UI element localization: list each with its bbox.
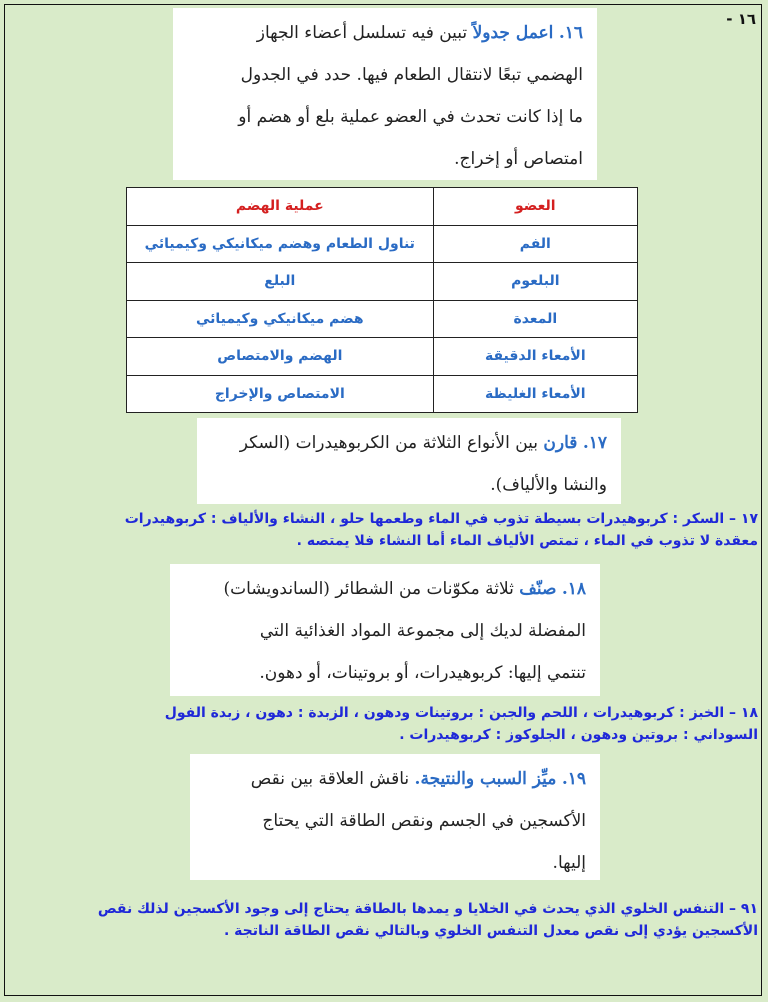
table-cell-process: البلع	[127, 263, 434, 301]
answer-17	[26, 508, 758, 552]
question-18-line-1	[184, 568, 586, 610]
question-17-verb: قارن	[543, 433, 578, 453]
question-19-line-3: إليها.	[552, 853, 586, 873]
table-cell-process: تناول الطعام وهضم ميكانيكي وكيميائي	[127, 225, 434, 263]
question-19-text: ناقش العلاقة بين نقص	[250, 769, 410, 789]
question-18-line-3: تنتمي إليها: كربوهيدرات، أو بروتينات، أو دهون.	[259, 663, 586, 683]
question-16-number: ١٦.	[558, 23, 583, 43]
table-row	[127, 300, 638, 338]
question-18-text: ثلاثة مكوّنات من الشطائر (الساندويشات)	[223, 579, 514, 599]
table-row	[127, 338, 638, 376]
table-header-process: عملية الهضم	[127, 188, 434, 226]
answer-19	[26, 898, 758, 942]
question-16-line-3: ما إذا كانت تحدث في العضو عملية بلع أو هضم أو	[238, 107, 583, 127]
answer-18-line-2: السوداني : بروتين ودهون ، الجلوكوز : كربوهيدرات .	[399, 727, 758, 743]
question-17-line-2: والنشا والألياف).	[490, 475, 607, 495]
answer-17-line-2: معقدة لا تذوب في الماء ، تمتص الألياف الماء أما النشاء فلا يمتصه .	[296, 533, 758, 549]
table-cell-organ: الأمعاء الغليظة	[433, 375, 637, 413]
table-header-organ: العضو	[433, 188, 637, 226]
answer-18-line-1: ١٨ – الخبز : كربوهيدرات ، اللحم والجبن : بروتينات ودهون ، الزبدة : دهون ، زبدة الفول	[164, 705, 758, 721]
question-19-box	[190, 754, 600, 880]
question-16-verb: اعمل جدولاً	[472, 23, 554, 43]
table-cell-organ: الفم	[433, 225, 637, 263]
table-row	[127, 375, 638, 413]
question-19-number: ١٩.	[561, 769, 586, 789]
question-16-line-1	[187, 12, 583, 54]
question-19-verb: ميِّز السبب والنتيجة.	[414, 769, 557, 789]
question-17-line-1	[211, 422, 607, 464]
answer-19-line-2: الأكسجين يؤدي إلى نقص معدل التنفس الخلوي وبالتالي نقص الطاقة الناتجة .	[223, 923, 758, 939]
table-cell-organ: المعدة	[433, 300, 637, 338]
question-16-line-4: امتصاص أو إخراج.	[454, 149, 583, 169]
table-cell-process: هضم ميكانيكي وكيميائي	[127, 300, 434, 338]
answer-18	[26, 702, 758, 746]
question-17-text: بين الأنواع الثلاثة من الكربوهيدرات (السكر	[239, 433, 538, 453]
question-18-line-2: المفضلة لديك إلى مجموعة المواد الغذائية التي	[259, 621, 586, 641]
question-17-box	[197, 418, 621, 504]
table-cell-process: الامتصاص والإخراج	[127, 375, 434, 413]
table-row	[127, 263, 638, 301]
digestion-table	[126, 187, 638, 413]
answer-19-line-1: ٩١ – التنفس الخلوي الذي يحدث في الخلايا و يمدها بالطاقة يحتاج إلى وجود الأكسجين لذلك نقص	[97, 901, 758, 917]
question-18-verb: صنّف	[519, 579, 557, 599]
question-18-number: ١٨.	[561, 579, 586, 599]
question-18-box	[170, 564, 600, 696]
table-header-row	[127, 188, 638, 226]
question-16-text: تبين فيه تسلسل أعضاء الجهاز	[256, 23, 468, 43]
question-16-box	[173, 8, 597, 180]
table-cell-organ: البلعوم	[433, 263, 637, 301]
answer-17-line-1: ١٧ – السكر : كربوهيدرات بسيطة تذوب في الماء وطعمها حلو ، النشاء والألياف : كربوهيدرات	[124, 511, 758, 527]
question-17-number: ١٧.	[582, 433, 607, 453]
table-cell-organ: الأمعاء الدقيقة	[433, 338, 637, 376]
table-cell-process: الهضم والامتصاص	[127, 338, 434, 376]
question-16-line-2: الهضمي تبعًا لانتقال الطعام فيها. حدد في الجدول	[240, 65, 583, 85]
table-row	[127, 225, 638, 263]
question-19-line-1	[204, 758, 586, 800]
question-19-line-2: الأكسجين في الجسم ونقص الطاقة التي يحتاج	[262, 811, 586, 831]
page-number: ١٦ -	[726, 10, 756, 28]
